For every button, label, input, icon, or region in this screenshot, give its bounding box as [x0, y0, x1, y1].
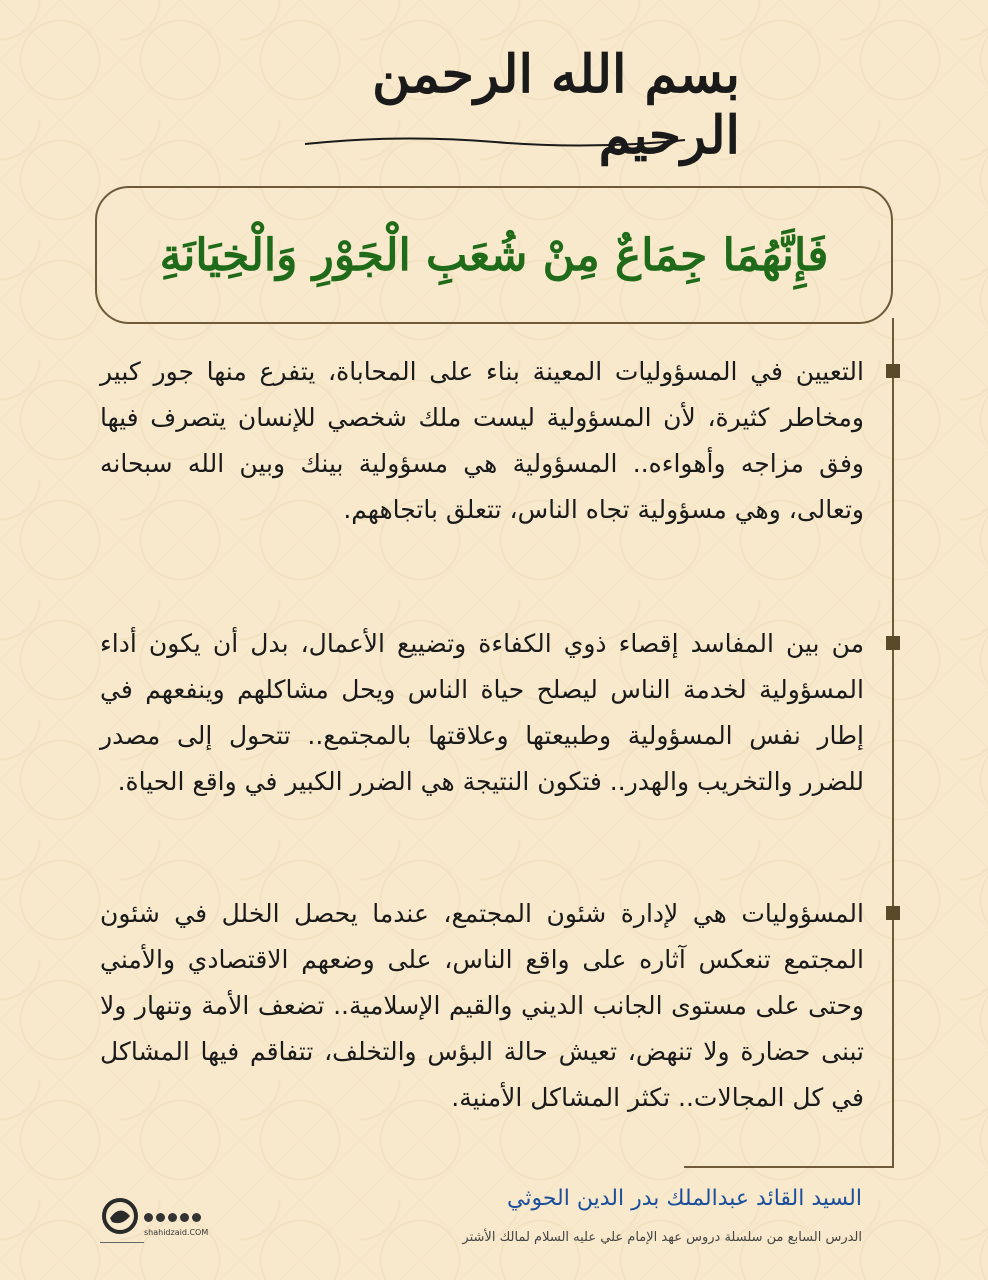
social-icons [144, 1213, 201, 1222]
instagram-icon [192, 1213, 201, 1222]
bullet-1 [886, 364, 900, 378]
facebook-icon [180, 1213, 189, 1222]
telegram-icon [144, 1213, 153, 1222]
basmala-flourish [300, 132, 690, 150]
paragraph-2: من بين المفاسد إقصاء ذوي الكفاءة وتضييع الأعمال، بدل أن يكون أداء المسؤولية لخدمة الناس ليصلح حياة الناس ويحل مشاكلهم وينفعهم في إطار نفس المسؤولية وطبيعتها وعلاقتها بالمجتمع.. تتحول إلى مصدر للضرر والتخريب والهدر.. فتكون النتيجة هي الضرر الكبير في واقع الحياة. [100, 629, 864, 796]
lesson-source: الدرس السابع من سلسلة دروس عهد الإمام علي عليه السلام لمالك الأشتر [462, 1230, 862, 1245]
site-url: shahidzaid.COM [144, 1228, 209, 1237]
logo-caption-line [100, 1242, 144, 1249]
frame-bottom-line [684, 1166, 894, 1168]
site-logo [100, 1196, 220, 1252]
basmala-calligraphy: بسم الله الرحمن الرحيم [372, 44, 740, 166]
paragraph-3: المسؤوليات هي لإدارة شئون المجتمع، عندما يحصل الخلل في شئون المجتمع تنعكس آثاره على واقع الناس، على وضعهم الاقتصادي والأمني وحتى على مستوى الجانب الديني والقيم الإسلامية.. تضعف الأمة وتنهار ولا تبنى حضارة ولا تنهض، تعيش حالة البؤس والتخلف، تتفاقم فيها المشاكل في كل المجالات.. تكثر المشاكل الأمنية. [100, 899, 864, 1112]
bullet-3 [886, 906, 900, 920]
page-title: فَإِنَّهُمَا جِمَاعٌ مِنْ شُعَبِ الْجَوْرِ وَالْخِيَانَةِ [159, 229, 829, 281]
logo-emblem-icon [100, 1196, 140, 1240]
frame-vertical-line [892, 318, 894, 1168]
twitter-icon [168, 1213, 177, 1222]
youtube-icon [156, 1213, 165, 1222]
bullet-2 [886, 636, 900, 650]
paragraph-1: التعيين في المسؤوليات المعينة بناء على المحاباة، يتفرع منها جور كبير ومخاطر كثيرة، لأن المسؤولية ليست ملك شخصي للإنسان يتصرف فيها وفق مزاجه وأهواءه.. المسؤولية هي مسؤولية بينك وبين الله سبحانه وتعالى، وهي مسؤولية تجاه الناس، تتعلق باتجاههم. [100, 357, 864, 524]
author-name: السيد القائد عبدالملك بدر الدين الحوثي [507, 1186, 862, 1211]
